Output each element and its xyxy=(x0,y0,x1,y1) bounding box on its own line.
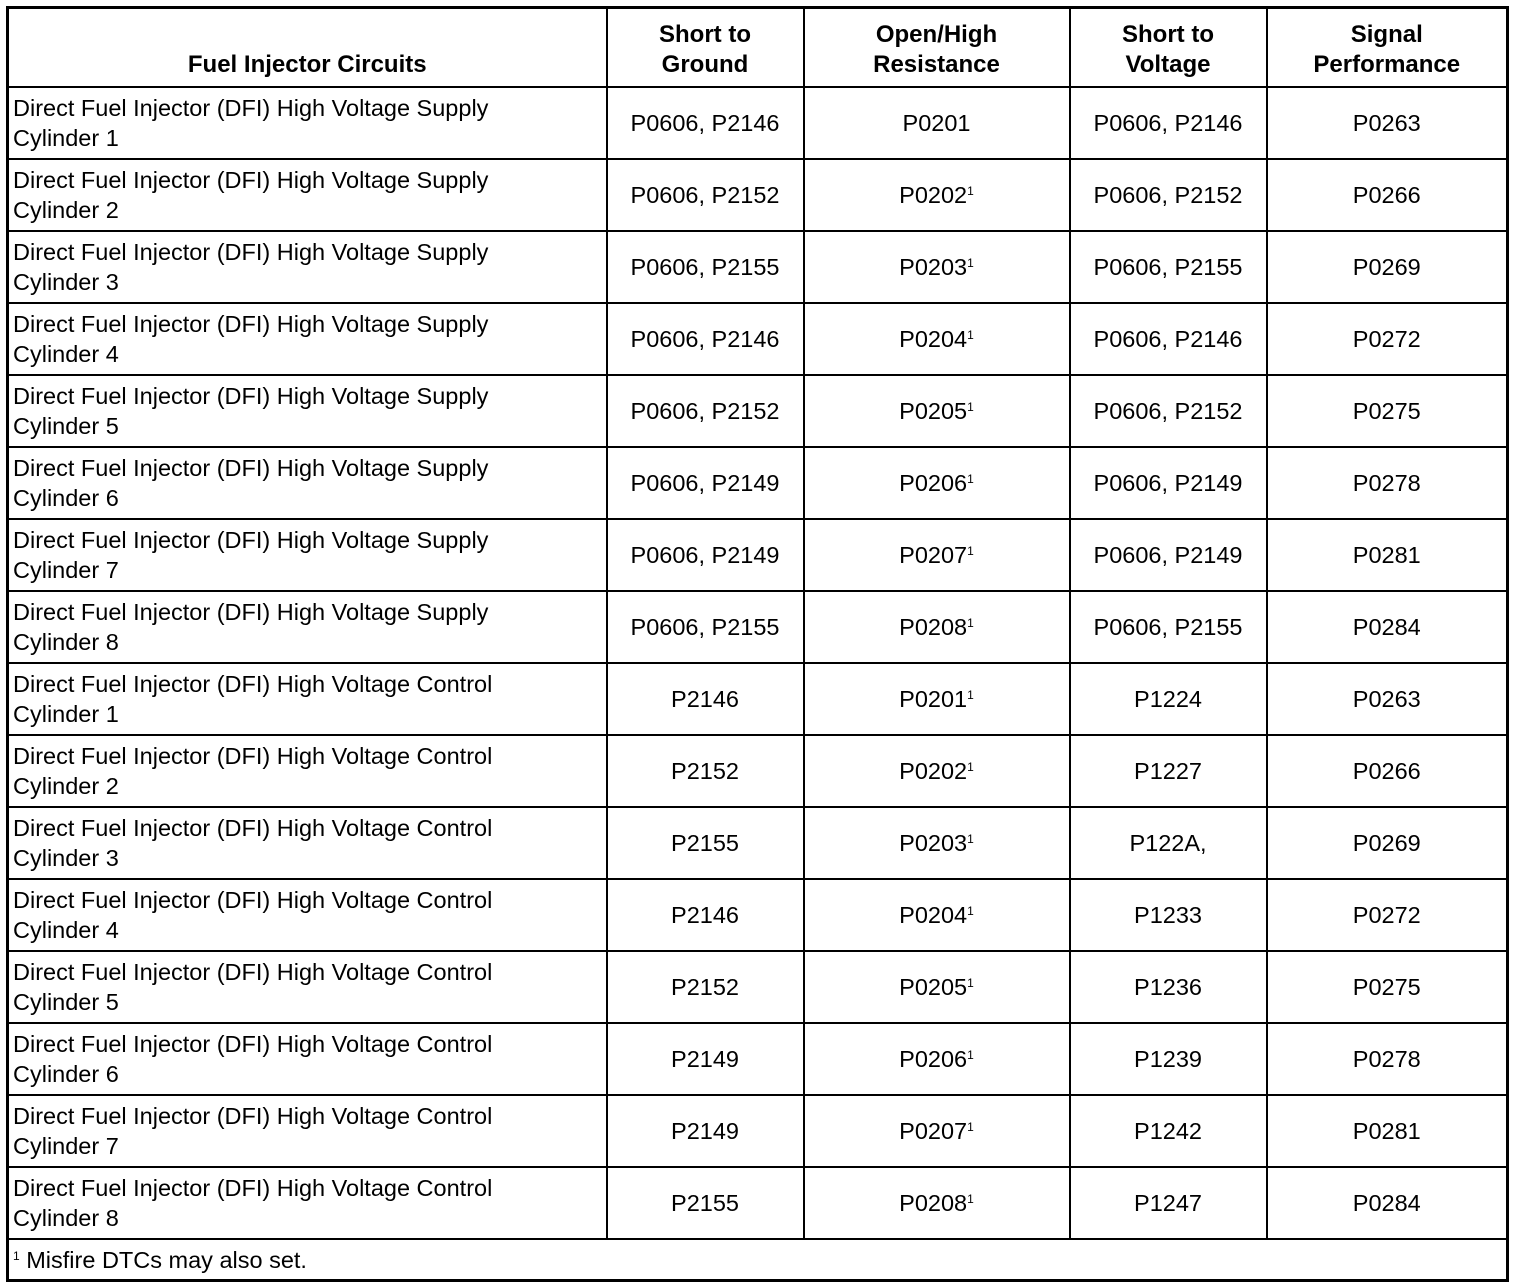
circuit-cell xyxy=(8,231,607,303)
table-row xyxy=(8,1095,1508,1167)
circuit-cell xyxy=(8,447,607,519)
table-row xyxy=(8,951,1508,1023)
signal-performance-cell: P0263 xyxy=(1267,663,1508,735)
header-short-to-voltage: Short to Voltage xyxy=(1070,8,1267,88)
footnote-ref: 1 xyxy=(967,1120,974,1134)
short-to-voltage-cell: P0606, P2149 xyxy=(1070,447,1267,519)
table-body xyxy=(8,87,1508,1239)
short-to-voltage-cell: P1227 xyxy=(1070,735,1267,807)
signal-performance-cell: P0272 xyxy=(1267,303,1508,375)
short-to-voltage-cell: P0606, P2152 xyxy=(1070,159,1267,231)
open-high-code: P0201 xyxy=(902,110,971,136)
circuit-name: Direct Fuel Injector (DFI) High Voltage Supply xyxy=(13,239,489,265)
signal-performance-cell: P0266 xyxy=(1267,735,1508,807)
open-high-code: P0202 xyxy=(899,758,968,784)
header-short-to-ground: Short to Ground xyxy=(607,8,804,88)
circuit-name: Direct Fuel Injector (DFI) High Voltage Control xyxy=(13,815,493,841)
signal-performance-cell: P0272 xyxy=(1267,879,1508,951)
circuit-cell xyxy=(8,735,607,807)
open-high-code: P0208 xyxy=(899,1190,968,1216)
short-to-voltage-cell: P1236 xyxy=(1070,951,1267,1023)
table-row xyxy=(8,591,1508,663)
circuit-cell xyxy=(8,1095,607,1167)
open-high-code: P0204 xyxy=(899,326,968,352)
open-high-resistance-cell xyxy=(804,1023,1070,1095)
open-high-code: P0207 xyxy=(899,1118,968,1144)
short-to-ground-cell: P2155 xyxy=(607,807,804,879)
table-row xyxy=(8,1023,1508,1095)
table-row xyxy=(8,87,1508,159)
signal-performance-cell: P0278 xyxy=(1267,447,1508,519)
open-high-code: P0206 xyxy=(899,470,968,496)
signal-performance-cell: P0284 xyxy=(1267,591,1508,663)
open-high-resistance-cell xyxy=(804,1167,1070,1239)
footnote-ref: 1 xyxy=(967,544,974,558)
open-high-code: P0202 xyxy=(899,182,968,208)
table-row xyxy=(8,519,1508,591)
footnote-ref: 1 xyxy=(967,328,974,342)
open-high-resistance-cell xyxy=(804,591,1070,663)
cylinder-label: Cylinder 7 xyxy=(13,557,119,583)
footnote-ref: 1 xyxy=(967,256,974,270)
signal-performance-cell: P0275 xyxy=(1267,951,1508,1023)
table-row xyxy=(8,663,1508,735)
circuit-cell xyxy=(8,591,607,663)
footnote-ref: 1 xyxy=(967,1192,974,1206)
open-high-code: P0203 xyxy=(899,254,968,280)
short-to-ground-cell: P2149 xyxy=(607,1095,804,1167)
fuel-injector-dtc-table xyxy=(6,6,1509,1282)
cylinder-label: Cylinder 2 xyxy=(13,773,119,799)
circuit-cell xyxy=(8,1167,607,1239)
short-to-voltage-cell: P0606, P2149 xyxy=(1070,519,1267,591)
open-high-resistance-cell xyxy=(804,663,1070,735)
cylinder-label: Cylinder 5 xyxy=(13,989,119,1015)
open-high-resistance-cell xyxy=(804,447,1070,519)
open-high-resistance-cell xyxy=(804,303,1070,375)
circuit-name: Direct Fuel Injector (DFI) High Voltage Supply xyxy=(13,383,489,409)
table-row xyxy=(8,375,1508,447)
open-high-resistance-cell xyxy=(804,1095,1070,1167)
signal-performance-cell: P0281 xyxy=(1267,519,1508,591)
header-open-high-resistance: Open/High Resistance xyxy=(804,8,1070,88)
signal-performance-cell: P0275 xyxy=(1267,375,1508,447)
short-to-ground-cell: P2152 xyxy=(607,735,804,807)
short-to-ground-cell: P0606, P2149 xyxy=(607,519,804,591)
table-row xyxy=(8,807,1508,879)
footnote-ref: 1 xyxy=(967,1048,974,1062)
table-row xyxy=(8,1167,1508,1239)
circuit-name: Direct Fuel Injector (DFI) High Voltage Control xyxy=(13,1103,493,1129)
circuit-name: Direct Fuel Injector (DFI) High Voltage Supply xyxy=(13,311,489,337)
short-to-ground-cell: P0606, P2149 xyxy=(607,447,804,519)
signal-performance-cell: P0263 xyxy=(1267,87,1508,159)
circuit-cell xyxy=(8,951,607,1023)
open-high-code: P0208 xyxy=(899,614,968,640)
cylinder-label: Cylinder 2 xyxy=(13,197,119,223)
open-high-code: P0205 xyxy=(899,398,968,424)
cylinder-label: Cylinder 1 xyxy=(13,701,119,727)
footnote-row xyxy=(8,1239,1508,1281)
cylinder-label: Cylinder 8 xyxy=(13,1205,119,1231)
circuit-cell xyxy=(8,519,607,591)
header-signal-performance: Signal Performance xyxy=(1267,8,1508,88)
footnote-ref: 1 xyxy=(967,904,974,918)
footnote-ref: 1 xyxy=(967,688,974,702)
short-to-ground-cell: P2155 xyxy=(607,1167,804,1239)
cylinder-label: Cylinder 1 xyxy=(13,125,119,151)
open-high-resistance-cell xyxy=(804,231,1070,303)
open-high-resistance-cell xyxy=(804,807,1070,879)
short-to-voltage-cell: P1247 xyxy=(1070,1167,1267,1239)
signal-performance-cell: P0278 xyxy=(1267,1023,1508,1095)
footnote-text: Misfire DTCs may also set. xyxy=(19,1246,307,1273)
short-to-ground-cell: P0606, P2155 xyxy=(607,591,804,663)
cylinder-label: Cylinder 6 xyxy=(13,1061,119,1087)
circuit-name: Direct Fuel Injector (DFI) High Voltage Control xyxy=(13,1175,493,1201)
short-to-ground-cell: P2146 xyxy=(607,879,804,951)
cylinder-label: Cylinder 3 xyxy=(13,845,119,871)
circuit-name: Direct Fuel Injector (DFI) High Voltage Supply xyxy=(13,527,489,553)
signal-performance-cell: P0269 xyxy=(1267,807,1508,879)
short-to-ground-cell: P2149 xyxy=(607,1023,804,1095)
circuit-name: Direct Fuel Injector (DFI) High Voltage Control xyxy=(13,743,493,769)
circuit-cell xyxy=(8,375,607,447)
open-high-code: P0204 xyxy=(899,902,968,928)
table-row xyxy=(8,159,1508,231)
circuit-name: Direct Fuel Injector (DFI) High Voltage Supply xyxy=(13,599,489,625)
circuit-cell xyxy=(8,663,607,735)
signal-performance-cell: P0269 xyxy=(1267,231,1508,303)
short-to-ground-cell: P0606, P2146 xyxy=(607,303,804,375)
circuit-cell xyxy=(8,1023,607,1095)
short-to-voltage-cell: P122A, xyxy=(1070,807,1267,879)
open-high-code: P0207 xyxy=(899,542,968,568)
open-high-resistance-cell xyxy=(804,735,1070,807)
cylinder-label: Cylinder 8 xyxy=(13,629,119,655)
footnote-marker: 1 xyxy=(13,1248,20,1263)
circuit-name: Direct Fuel Injector (DFI) High Voltage Control xyxy=(13,671,493,697)
short-to-voltage-cell: P0606, P2146 xyxy=(1070,303,1267,375)
open-high-resistance-cell xyxy=(804,879,1070,951)
short-to-voltage-cell: P1239 xyxy=(1070,1023,1267,1095)
dtc-table-container xyxy=(6,6,1509,1282)
table-row xyxy=(8,447,1508,519)
cylinder-label: Cylinder 4 xyxy=(13,917,119,943)
footnote-cell xyxy=(8,1239,1508,1281)
short-to-ground-cell: P2146 xyxy=(607,663,804,735)
circuit-name: Direct Fuel Injector (DFI) High Voltage Control xyxy=(13,887,493,913)
footnote-ref: 1 xyxy=(967,472,974,486)
header-fuel-injector-circuits: Fuel Injector Circuits xyxy=(8,8,607,88)
footnote-ref: 1 xyxy=(967,184,974,198)
short-to-ground-cell: P0606, P2146 xyxy=(607,87,804,159)
short-to-voltage-cell: P1242 xyxy=(1070,1095,1267,1167)
open-high-resistance-cell xyxy=(804,519,1070,591)
table-row xyxy=(8,231,1508,303)
cylinder-label: Cylinder 3 xyxy=(13,269,119,295)
table-row xyxy=(8,735,1508,807)
short-to-voltage-cell: P1233 xyxy=(1070,879,1267,951)
table-row xyxy=(8,879,1508,951)
footnote-ref: 1 xyxy=(967,616,974,630)
open-high-code: P0201 xyxy=(899,686,968,712)
footnote-ref: 1 xyxy=(967,976,974,990)
circuit-name: Direct Fuel Injector (DFI) High Voltage Control xyxy=(13,959,493,985)
circuit-name: Direct Fuel Injector (DFI) High Voltage Supply xyxy=(13,167,489,193)
cylinder-label: Cylinder 7 xyxy=(13,1133,119,1159)
open-high-code: P0206 xyxy=(899,1046,968,1072)
cylinder-label: Cylinder 5 xyxy=(13,413,119,439)
open-high-resistance-cell xyxy=(804,951,1070,1023)
short-to-voltage-cell: P1224 xyxy=(1070,663,1267,735)
circuit-name: Direct Fuel Injector (DFI) High Voltage Control xyxy=(13,1031,493,1057)
circuit-cell xyxy=(8,879,607,951)
short-to-ground-cell: P2152 xyxy=(607,951,804,1023)
short-to-voltage-cell: P0606, P2155 xyxy=(1070,231,1267,303)
open-high-resistance-cell xyxy=(804,87,1070,159)
signal-performance-cell: P0281 xyxy=(1267,1095,1508,1167)
open-high-resistance-cell xyxy=(804,375,1070,447)
short-to-voltage-cell: P0606, P2155 xyxy=(1070,591,1267,663)
circuit-name: Direct Fuel Injector (DFI) High Voltage Supply xyxy=(13,95,489,121)
footnote-ref: 1 xyxy=(967,400,974,414)
signal-performance-cell: P0266 xyxy=(1267,159,1508,231)
short-to-ground-cell: P0606, P2155 xyxy=(607,231,804,303)
cylinder-label: Cylinder 6 xyxy=(13,485,119,511)
short-to-voltage-cell: P0606, P2152 xyxy=(1070,375,1267,447)
footnote-ref: 1 xyxy=(967,760,974,774)
short-to-ground-cell: P0606, P2152 xyxy=(607,375,804,447)
footnote-ref: 1 xyxy=(967,832,974,846)
cylinder-label: Cylinder 4 xyxy=(13,341,119,367)
table-row xyxy=(8,303,1508,375)
circuit-cell xyxy=(8,159,607,231)
table-header-row xyxy=(8,8,1508,88)
circuit-cell xyxy=(8,303,607,375)
short-to-voltage-cell: P0606, P2146 xyxy=(1070,87,1267,159)
short-to-ground-cell: P0606, P2152 xyxy=(607,159,804,231)
signal-performance-cell: P0284 xyxy=(1267,1167,1508,1239)
circuit-name: Direct Fuel Injector (DFI) High Voltage Supply xyxy=(13,455,489,481)
circuit-cell xyxy=(8,87,607,159)
open-high-resistance-cell xyxy=(804,159,1070,231)
open-high-code: P0205 xyxy=(899,974,968,1000)
open-high-code: P0203 xyxy=(899,830,968,856)
circuit-cell xyxy=(8,807,607,879)
